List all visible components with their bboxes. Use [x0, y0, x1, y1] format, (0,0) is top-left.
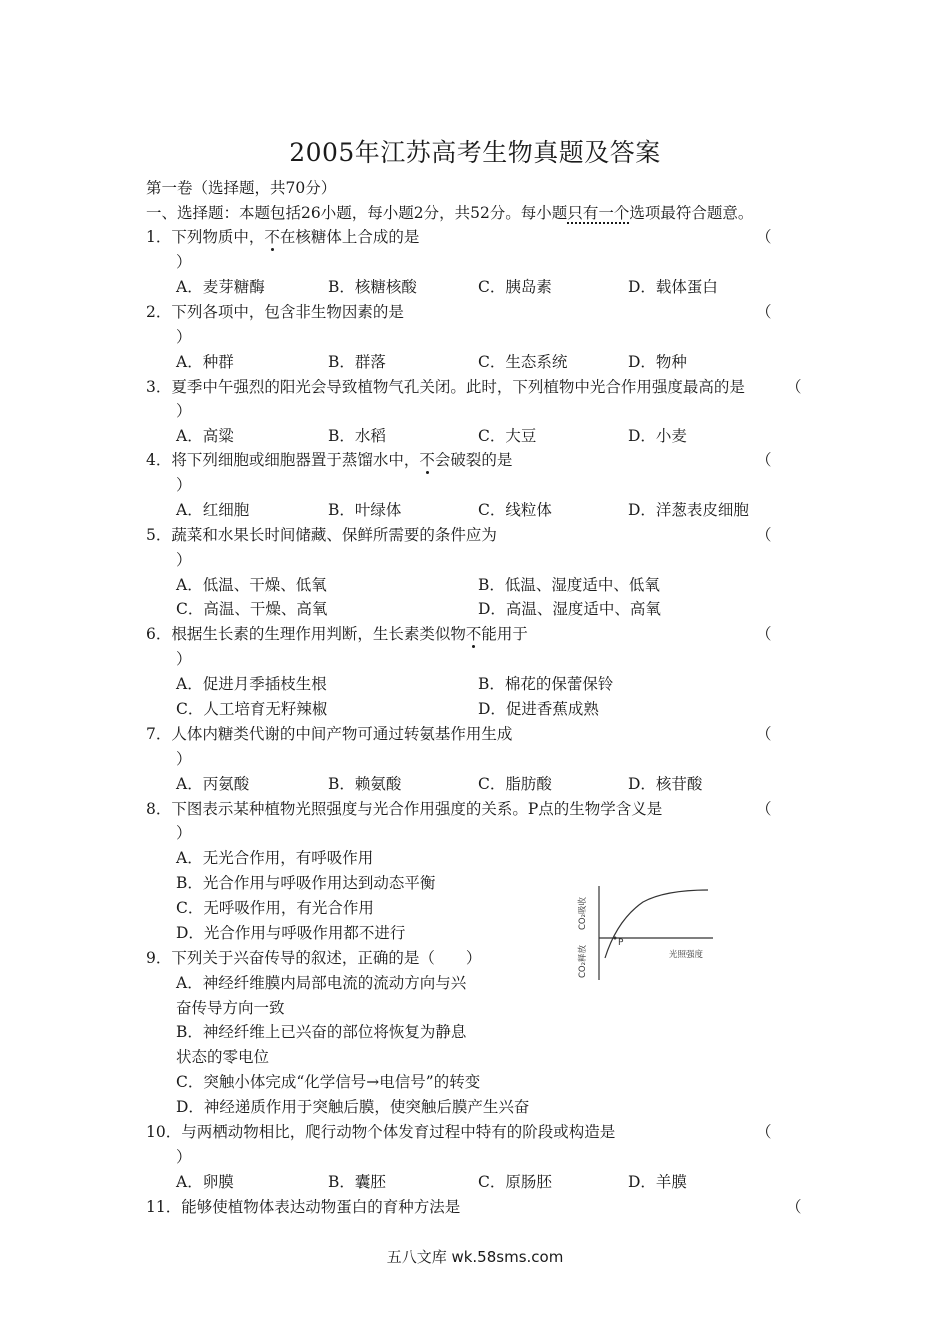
q6-option-c: C．人工培育无籽辣椒	[176, 700, 328, 718]
q4-answer-close: ）	[176, 476, 192, 494]
q2-option-a: A．种群	[176, 353, 234, 371]
q10-option-d: D．羊膜	[628, 1173, 687, 1191]
light-photosynthesis-graph	[565, 880, 735, 985]
q4-stem: 4．将下列细胞或细胞器置于蒸馏水中，	[146, 451, 420, 469]
q9-option-b: B．神经纤维上已兴奋的部位将恢复为静息	[176, 1023, 467, 1041]
q4-option-a: A．红细胞	[176, 501, 250, 519]
q5-option-d: D．高温、湿度适中、高氧	[478, 600, 661, 618]
q2-answer-open: （	[756, 303, 772, 321]
q11-answer-open: （	[786, 1198, 802, 1216]
q7-answer-open: （	[756, 725, 772, 743]
q3-option-c: C．大豆	[478, 427, 537, 445]
question-1	[146, 227, 419, 247]
q10-answer-open: （	[756, 1123, 772, 1141]
q5-option-b: B．低温、湿度适中、低氧	[478, 576, 660, 594]
question-2: 2．下列各项中，包含非生物因素的是	[146, 303, 404, 321]
q9-option-c: C．突触小体完成“化学信号→电信号”的转变	[176, 1073, 481, 1091]
q1-option-c: C．胰岛素	[478, 278, 552, 296]
q6-option-a: A．促进月季插枝生根	[176, 675, 327, 693]
q4-option-c: C．线粒体	[478, 501, 552, 519]
q2-answer-close: ）	[176, 328, 192, 346]
q3-option-d: D．小麦	[628, 427, 687, 445]
q1-answer-open: （	[756, 228, 772, 246]
q9-option-a: A．神经纤维膜内局部电流的流动方向与兴	[176, 974, 467, 992]
q7-option-a: A．丙氨酸	[176, 775, 250, 793]
q3-answer-open: （	[786, 378, 802, 396]
q5-option-a: A．低温、干燥、低氧	[176, 576, 327, 594]
instruction-text: 一、选择题：本题包括26小题，每小题2分，共52分。每小题	[146, 204, 568, 222]
q4-stem-end: 会破裂的是	[434, 451, 513, 469]
q8-answer-close: ）	[176, 824, 192, 842]
question-5: 5．蔬菜和水果长时间储藏、保鲜所需要的条件应为	[146, 526, 497, 544]
q1-stem-end: 在核糖体上合成的是	[279, 228, 420, 246]
q7-option-d: D．核苷酸	[628, 775, 703, 793]
q8-option-a: A．无光合作用，有呼吸作用	[176, 849, 374, 867]
question-11: 11．能够使植物体表达动物蛋白的育种方法是	[146, 1198, 461, 1216]
q8-option-d: D．光合作用与呼吸作用都不进行	[176, 924, 406, 942]
point-p-marker	[614, 937, 617, 940]
q8-answer-open: （	[756, 800, 772, 818]
question-9: 9．下列关于兴奋传导的叙述，正确的是（ ）	[146, 949, 482, 967]
q4-option-b: B．叶绿体	[328, 501, 402, 519]
q1-option-b: B．核糖核酸	[328, 278, 417, 296]
q10-option-a: A．卵膜	[176, 1173, 234, 1191]
question-8: 8．下图表示某种植物光照强度与光合作用强度的关系。P点的生物学含义是	[146, 800, 663, 818]
q9-option-a-cont: 奋传导方向一致	[176, 999, 285, 1017]
q6-stem: 6．根据生长素的生理作用判断，生长素类似物	[146, 625, 466, 643]
q6-stem-end: 能用于	[481, 625, 528, 643]
question-3: 3．夏季中午强烈的阳光会导致植物气孔关闭。此时，下列植物中光合作用强度最高的是	[146, 378, 745, 396]
page-footer: 五八文库 wk.58sms.com	[386, 1248, 564, 1266]
q6-answer-close: ）	[176, 650, 192, 668]
q9-option-d: D．神经递质作用于突触后膜，使突触后膜产生兴奋	[176, 1098, 530, 1116]
q8-option-c: C．无呼吸作用，有光合作用	[176, 899, 374, 917]
q4-emphasis: 不	[419, 451, 435, 469]
q6-answer-open: （	[756, 625, 772, 643]
q2-option-d: D．物种	[628, 353, 687, 371]
instruction-text-end: 选项最符合题意。	[629, 204, 754, 222]
x-axis-label: 光照强度	[669, 950, 704, 960]
q7-answer-close: ）	[176, 750, 192, 768]
q10-option-c: C．原肠胚	[478, 1173, 552, 1191]
section-heading: 第一卷（选择题，共70分）	[146, 179, 337, 197]
q4-option-d: D．洋葱表皮细胞	[628, 501, 749, 519]
q10-option-b: B．囊胚	[328, 1173, 386, 1191]
part-instructions	[146, 203, 753, 223]
q1-emphasis: 不	[264, 228, 280, 246]
question-6	[146, 624, 528, 644]
q6-emphasis: 不	[465, 625, 482, 643]
q7-option-b: B．赖氨酸	[328, 775, 402, 793]
point-p-label: P	[618, 938, 624, 948]
q3-answer-close: ）	[176, 402, 192, 420]
q1-answer-close: ）	[176, 253, 192, 271]
q9-option-b-cont: 状态的零电位	[176, 1048, 270, 1066]
q5-answer-open: （	[756, 526, 772, 544]
q1-option-a: A．麦芽糖酶	[176, 278, 265, 296]
q1-option-d: D．载体蛋白	[628, 278, 718, 296]
q3-option-b: B．水稻	[328, 427, 386, 445]
q3-option-a: A．高粱	[176, 427, 234, 445]
q5-answer-close: ）	[176, 551, 192, 569]
y-down-label: CO₂释放	[578, 944, 588, 978]
q2-option-b: B．群落	[328, 353, 386, 371]
instruction-emphasis: 只有一个	[567, 204, 630, 222]
q1-stem: 1．下列物质中，	[146, 228, 265, 246]
q4-answer-open: （	[756, 451, 772, 469]
q8-option-b: B．光合作用与呼吸作用达到动态平衡	[176, 874, 436, 892]
q6-option-d: D．促进香蕉成熟	[478, 700, 599, 718]
q5-option-c: C．高温、干燥、高氧	[176, 600, 328, 618]
q10-answer-close: ）	[176, 1148, 192, 1166]
q7-option-c: C．脂肪酸	[478, 775, 552, 793]
q2-option-c: C．生态系统	[478, 353, 568, 371]
y-up-label: CO₂吸收	[578, 896, 588, 930]
question-10: 10．与两栖动物相比，爬行动物个体发育过程中特有的阶段或构造是	[146, 1123, 616, 1141]
q6-option-b: B．棉花的保蕾保铃	[478, 675, 614, 693]
question-4	[146, 450, 512, 470]
question-7: 7．人体内糖类代谢的中间产物可通过转氨基作用生成	[146, 725, 513, 743]
page-title: 2005年江苏高考生物真题及答案	[289, 138, 661, 167]
